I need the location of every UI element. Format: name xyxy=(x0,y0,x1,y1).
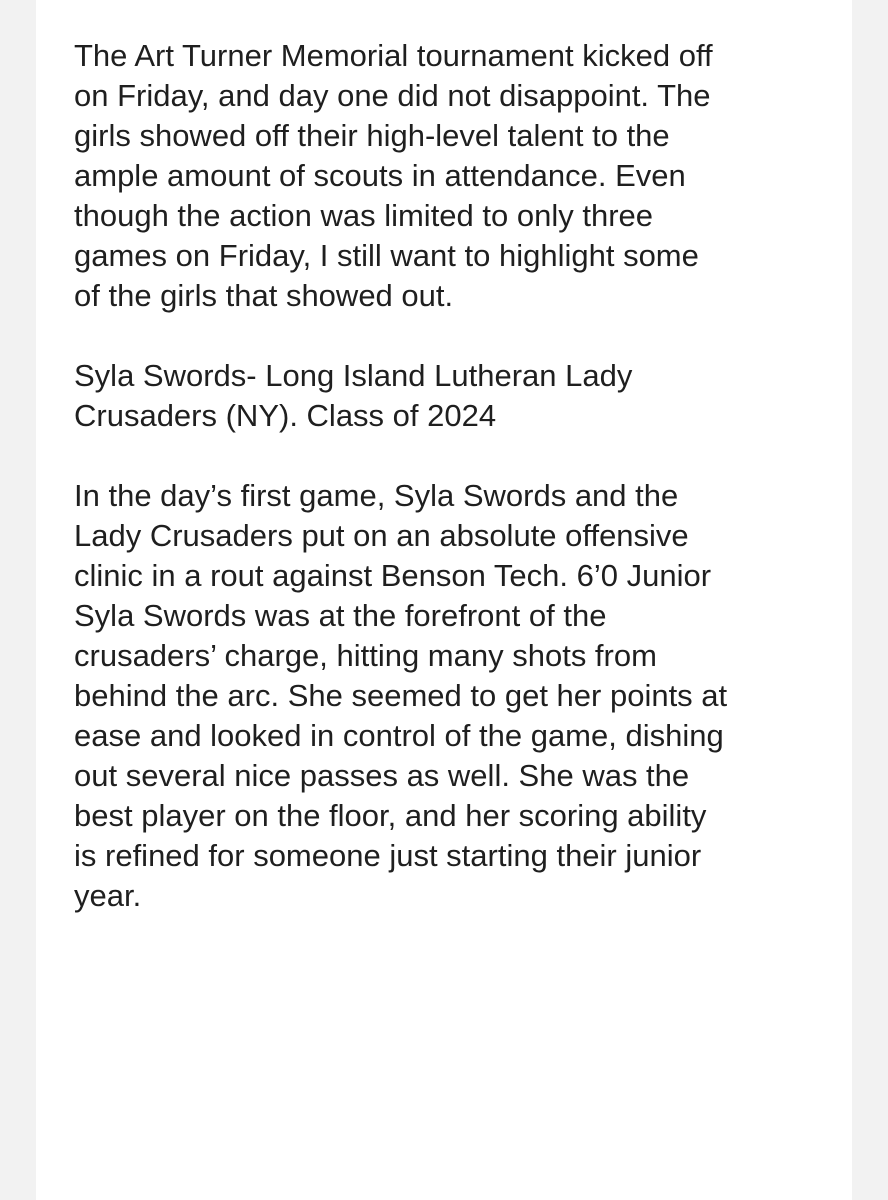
paragraph-line: Syla Swords- Long Island Lutheran Lady xyxy=(74,358,633,393)
paragraph-line: Lady Crusaders put on an absolute offensive xyxy=(74,518,689,553)
paragraph-line: year. xyxy=(74,878,142,913)
article-page xyxy=(36,0,852,1200)
paragraph-line: behind the arc. She seemed to get her points at xyxy=(74,678,728,713)
paragraph-line: on Friday, and day one did not disappoint. The xyxy=(74,78,711,113)
paragraph-line: clinic in a rout against Benson Tech. 6’0 Junior xyxy=(74,558,712,593)
paragraph-line: ample amount of scouts in attendance. Even xyxy=(74,158,686,193)
paragraph-line: In the day’s first game, Syla Swords and the xyxy=(74,478,679,513)
paragraph-line: The Art Turner Memorial tournament kicked off xyxy=(74,38,713,73)
paragraph-line: is refined for someone just starting their junior xyxy=(74,838,702,873)
paragraph-line: ease and looked in control of the game, dishing xyxy=(74,718,724,753)
paragraph-spacer xyxy=(74,316,844,356)
paragraph-line: out several nice passes as well. She was the xyxy=(74,758,690,793)
paragraph-line: best player on the floor, and her scoring ability xyxy=(74,798,707,833)
paragraph-line: crusaders’ charge, hitting many shots from xyxy=(74,638,657,673)
paragraph-line: Crusaders (NY). Class of 2024 xyxy=(74,398,497,433)
paragraph-spacer xyxy=(74,436,844,476)
paragraph-line: though the action was limited to only three xyxy=(74,198,654,233)
paragraph-line: girls showed off their high-level talent to the xyxy=(74,118,670,153)
player-heading xyxy=(74,356,844,436)
paragraph-line: games on Friday, I still want to highlight some xyxy=(74,238,699,273)
paragraph-line: of the girls that showed out. xyxy=(74,278,454,313)
player-description xyxy=(74,476,844,916)
article-body xyxy=(74,36,844,916)
intro-paragraph xyxy=(74,36,844,316)
paragraph-line: Syla Swords was at the forefront of the xyxy=(74,598,607,633)
